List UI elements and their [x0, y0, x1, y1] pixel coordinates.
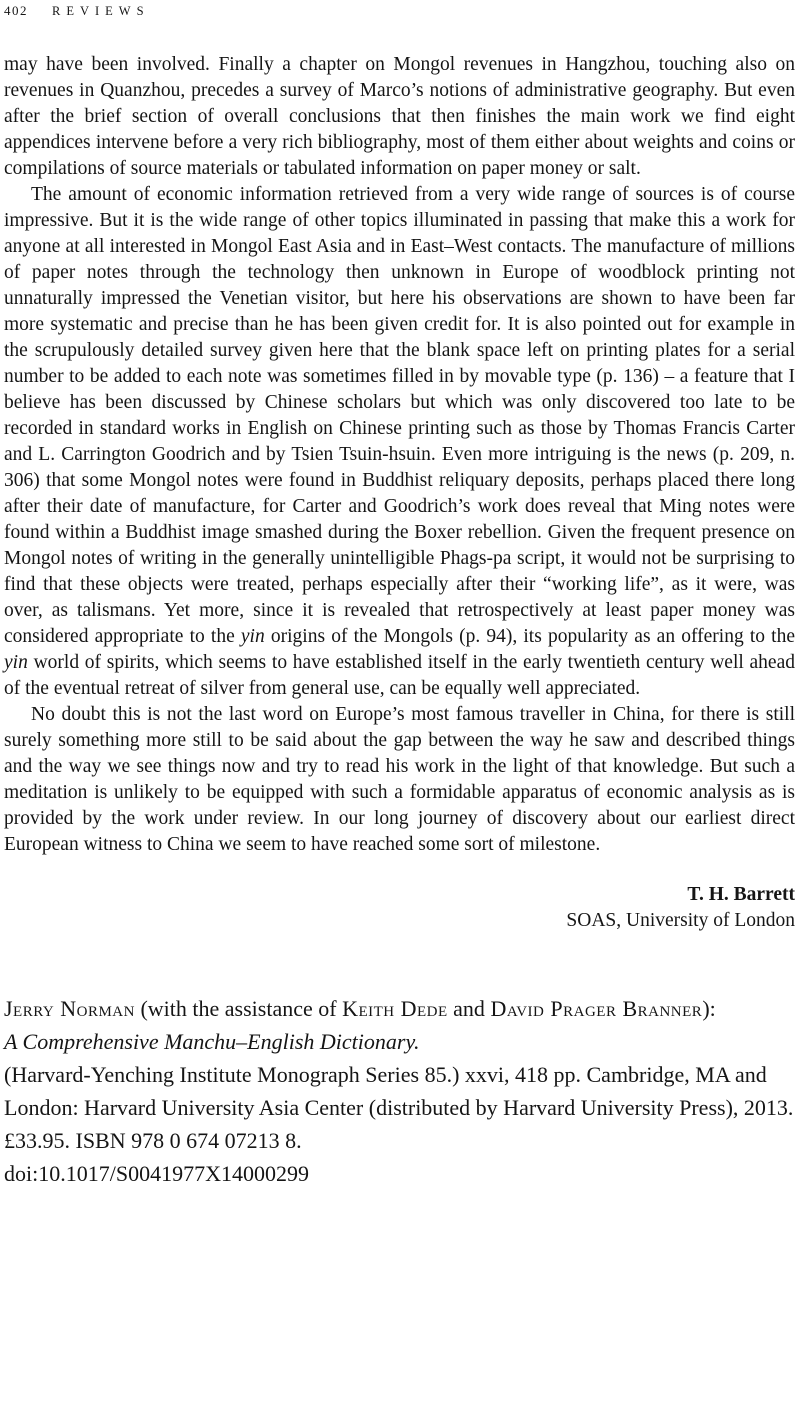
doi-line: doi:10.1017/S0041977X14000299 [4, 1161, 309, 1186]
review-body [4, 52, 795, 1190]
author-name: Jerry Norman [4, 996, 135, 1021]
review-authors-line [4, 992, 795, 1025]
author-line-text: ): [702, 996, 716, 1021]
next-review-heading [4, 992, 795, 1190]
author-line-text: and [447, 996, 491, 1021]
paragraph-2-text: The amount of economic information retrieved from a very wide range of sources is of course impressive. But it is the wide range of other topics illuminated in passing that make this a work for anyone at all interested in Mongol East Asia and in East–West contacts. The manufacture of millions of paper notes through the technology then unknown in Europe of woodblock printing not unnaturally impressed the Venetian visitor, but here his observations are shown to have been far more systematic and precise than he has been given credit for. It is also pointed out for example in the scrupulously detailed survey given here that the blank space left on printing plates for a serial number to be added to each note was sometimes filled in by movable type (p. 136) – a feature that I believe has been discussed by Chinese scholars but which was only discovered too late to be recorded in standard works in English on Chinese printing such as those by Thomas Francis Carter and L. Carrington Goodrich and by Tsien Tsuin-hsuin. Even more intriguing is the news (p. 209, n. 306) that some Mongol notes were found in Buddhist reliquary deposits, perhaps placed there long after their date of manufacture, for Carter and Goodrich’s work does reveal that Ming notes were found within a Buddhist image smashed during the Boxer rebellion. Given the frequent presence on Mongol notes of writing in the generally unintelligible Phags-pa script, it would not be surprising to find that these objects were treated, perhaps especially after their “working life”, as it were, was over, as talismans. Yet more, since it is revealed that retrospectively at least paper money was considered appropriate to the [4, 184, 795, 647]
yin-italic-term: yin [240, 626, 265, 647]
publication-details: (Harvard-Yenching Institute Monograph Series 85.) xxvi, 418 pp. Cambridge, MA and London: Harvard University Asia Center (distributed by Harvard University Press), 2013. £33.95. ISBN 978 0 674 07213 8. [4, 1062, 794, 1153]
book-title: A Comprehensive Manchu–English Dictionary. [4, 1029, 420, 1054]
paragraph-2 [4, 182, 795, 702]
paragraph-2-text: origins of the Mongols (p. 94), its popularity as an offering to the [264, 626, 796, 647]
yin-italic-term: yin [4, 652, 28, 673]
running-head-title: REVIEWS [52, 4, 150, 18]
author-line-text: (with the assistance of [134, 996, 343, 1021]
reviewer-name: T. H. Barrett [687, 884, 795, 905]
paragraph-1: may have been involved. Finally a chapter on Mongol revenues in Hangzhou, touching also on revenues in Quanzhou, precedes a survey of Marco’s notions of administrative geography. But even after the brief section of overall conclusions that then finishes the main work we find eight appendices intervene before a very rich bibliography, most of them either about weights and coins or compilations of source materials or tabulated information on paper money or salt. [4, 54, 795, 179]
reviewer-affiliation: SOAS, University of London [566, 910, 795, 931]
signature-block [4, 882, 795, 934]
author-name: David Prager Branner [490, 996, 703, 1021]
paragraph-3: No doubt this is not the last word on Europe’s most famous traveller in China, for there is still surely something more still to be said about the gap between the way he saw and described things and the way we see things now and try to read his work in the light of that knowledge. But such a meditation is unlikely to be equipped with such a formidable apparatus of economic analysis as is provided by the work under review. In our long journey of discovery about our earliest direct European witness to China we seem to have reached some sort of milestone. [4, 704, 795, 855]
author-name: Keith Dede [342, 996, 448, 1021]
paragraph-2-text: world of spirits, which seems to have established itself in the early twentieth century well ahead of the eventual retreat of silver from general use, can be equally well appreciated. [4, 652, 795, 699]
page-number: 402 [4, 3, 28, 18]
page-header [4, 3, 795, 19]
